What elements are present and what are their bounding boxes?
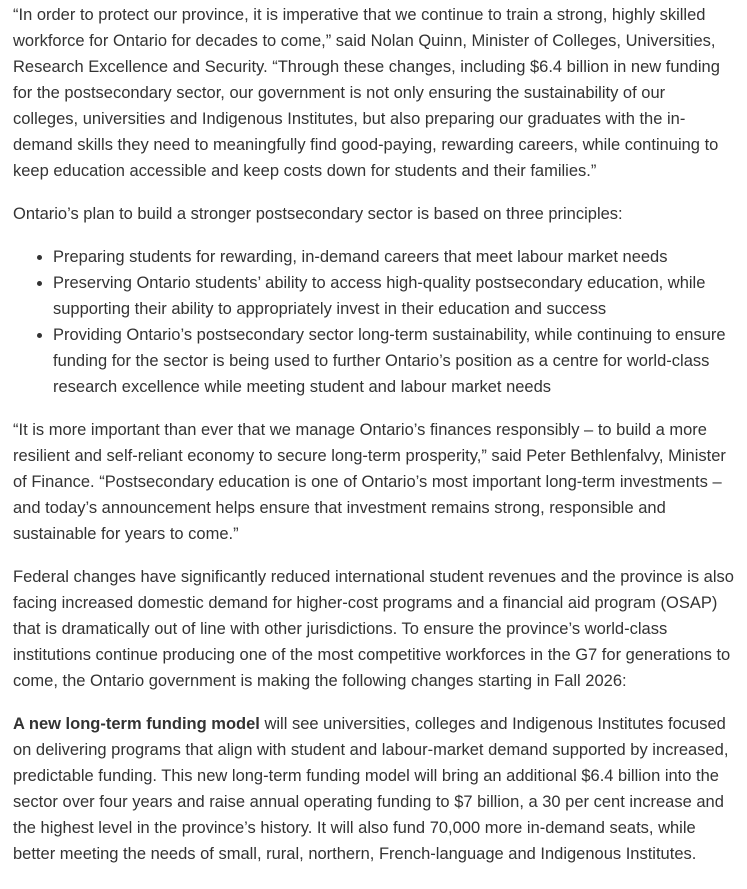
funding-model-text: will see universities, colleges and Indigenous Institutes focused on delivering programs that align with student and labour-market demand supported by increased, predictable funding. This new long-term funding model will bring an additional $6.4 billion into the sector over four years and raise annual operating funding to $7 billion, a 30 per cent increase and the highest level in the province’s history. It will also fund 70,000 more in-demand seats, while better meeting the needs of small, rural, northern, French-language and Indigenous Institutes.	[13, 715, 729, 863]
funding-model-bold-lead: A new long-term funding model	[13, 715, 260, 733]
list-item: • Preserving Ontario students’ ability to access high-quality postsecondary education, while supporting their ability to appropriately invest in their education and success	[53, 270, 734, 322]
funding-model-paragraph	[13, 711, 734, 867]
list-item: • Providing Ontario’s postsecondary sector long-term sustainability, while continuing to ensure funding for the sector is being used to further Ontario’s position as a centre for world-class research excellence while meeting student and labour market needs	[53, 322, 734, 400]
principles-intro: Ontario’s plan to build a stronger postsecondary sector is based on three principles:	[13, 205, 623, 223]
quote-paragraph-peter-bethlenfalvy: “It is more important than ever that we manage Ontario’s finances responsibly – to build a more resilient and self-reliant economy to secure long-term prosperity,” said Peter Bethlenfalvy, Minister of Finance. “Postsecondary education is one of Ontario’s most important long-term investments – and today’s announcement helps ensure that investment remains strong, responsible and sustainable for years to come.”	[13, 421, 726, 543]
article-body	[13, 2, 734, 867]
quote-paragraph-nolan-quinn: “In order to protect our province, it is imperative that we continue to train a strong, highly skilled workforce for Ontario for decades to come,” said Nolan Quinn, Minister of Colleges, Universities, Research Excellence and Security. “Through these changes, including $6.4 billion in new funding for the postsecondary sector, our government is not only ensuring the sustainability of our colleges, universities and Indigenous Institutes, but also preparing our graduates with the in-demand skills they need to meaningfully find good-paying, rewarding careers, while continuing to keep education accessible and keep costs down for students and their families.”	[13, 6, 720, 180]
list-item: • Preparing students for rewarding, in-demand careers that meet labour market needs	[53, 244, 734, 270]
principles-list	[13, 244, 734, 400]
context-paragraph: Federal changes have significantly reduced international student revenues and the province is also facing increased domestic demand for higher-cost programs and a financial aid program (OSAP) that is dramatically out of line with other jurisdictions. To ensure the province’s world-class institutions continue producing one of the most competitive workforces in the G7 for generations to come, the Ontario government is making the following changes starting in Fall 2026:	[13, 568, 734, 690]
